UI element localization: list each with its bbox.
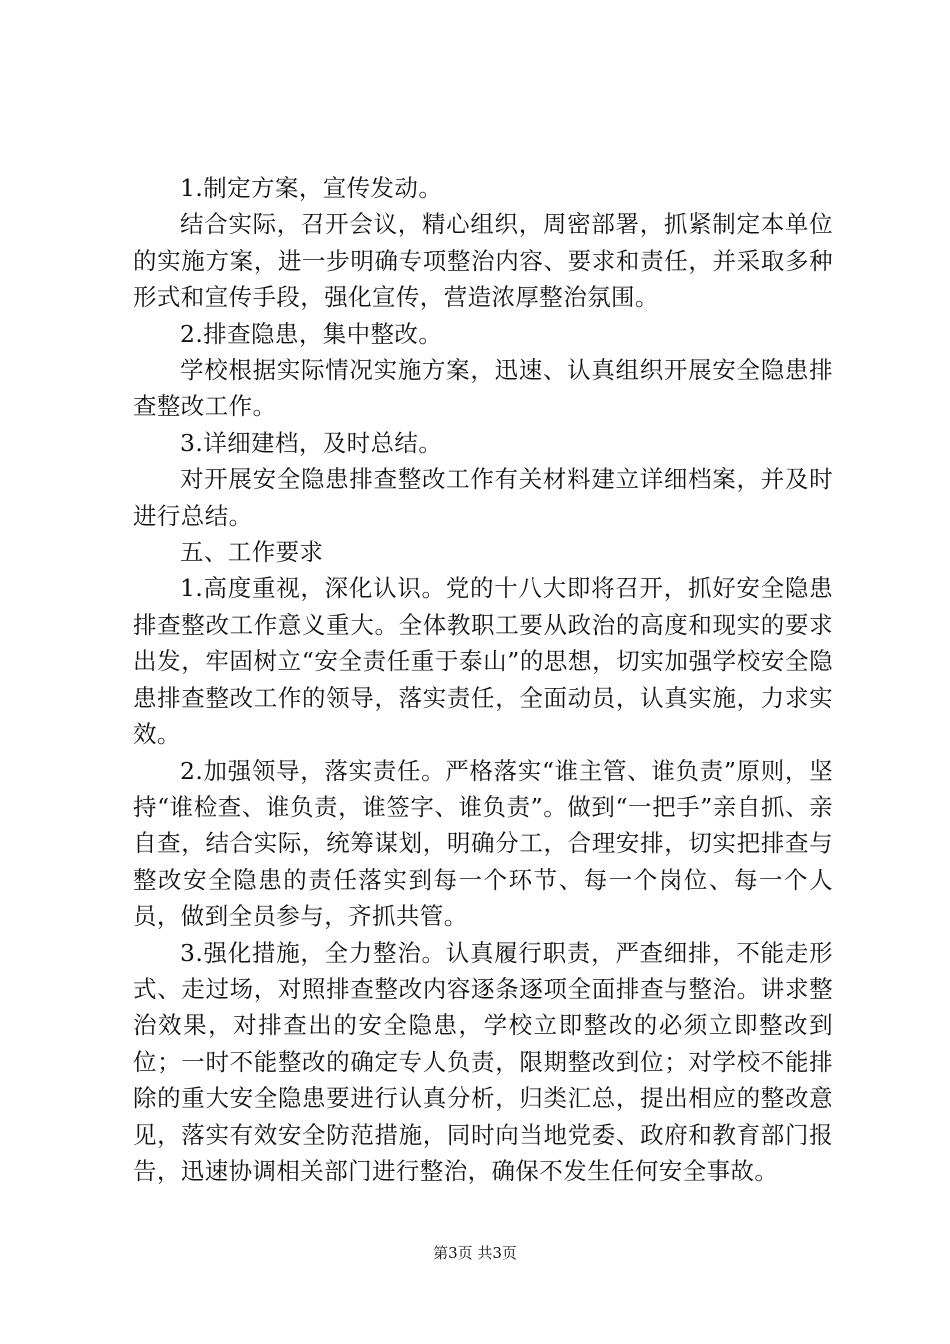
- section-heading-work-requirements: 五、工作要求: [180, 538, 324, 567]
- paragraph-step-3-body: 对开展安全隐患排查整改工作有关材料建立详细档案，并及时进行总结。: [133, 465, 833, 530]
- paragraph-step-1-body: 结合实际，召开会议，精心组织，周密部署，抓紧制定本单位的实施方案，进一步明确专项整治内容、要求和责任，并采取多种形式和宣传手段，强化宣传，营造浓厚整治氛围。: [133, 210, 833, 312]
- paragraph-requirement-2: 2.加强领导，落实责任。严格落实“谁主管、谁负责”原则，坚持“谁检查、谁负责，谁签字、谁负责”。做到“一把手”亲自抓、亲自查，结合实际，统筹谋划，明确分工，合理安排，切实把排查与整改安全隐患的责任落实到每一个环节、每一个岗位、每一个人员，做到全员参与，齐抓共管。: [133, 756, 833, 931]
- paragraph-step-2-body: 学校根据实际情况实施方案，迅速、认真组织开展安全隐患排查整改工作。: [133, 356, 833, 421]
- paragraph-step-1-heading: 1.制定方案，宣传发动。: [180, 174, 443, 202]
- paragraph-requirement-1: 1.高度重视，深化认识。党的十八大即将召开，抓好安全隐患排查整改工作意义重大。全体教职工要从政治的高度和现实的要求出发，牢固树立“安全责任重于泰山”的思想，切实加强学校安全隐患排查整改工作的领导，落实责任，全面动员，认真实施，力求实效。: [133, 574, 833, 749]
- paragraph-step-3-heading: 3.详细建档，及时总结。: [180, 428, 443, 457]
- paragraph-step-2-heading: 2.排查隐患，集中整改。: [180, 319, 443, 348]
- page-footer: 第3页 共3页: [433, 1244, 517, 1262]
- paragraph-requirement-3: 3.强化措施，全力整治。认真履行职责，严查细排，不能走形式、走过场，对照排查整改内容逐条逐项全面排查与整治。讲求整治效果，对排查出的安全隐患，学校立即整改的必须立即整改到位；一时不能整改的确定专人负责，限期整改到位；对学校不能排除的重大安全隐患要进行认真分析，归类汇总，提出相应的整改意见，落实有效安全防范措施，同时向当地党委、政府和教育部门报告，迅速协调相关部门进行整治，确保不发生任何安全事故。: [133, 938, 833, 1185]
- document-body: [133, 170, 833, 1189]
